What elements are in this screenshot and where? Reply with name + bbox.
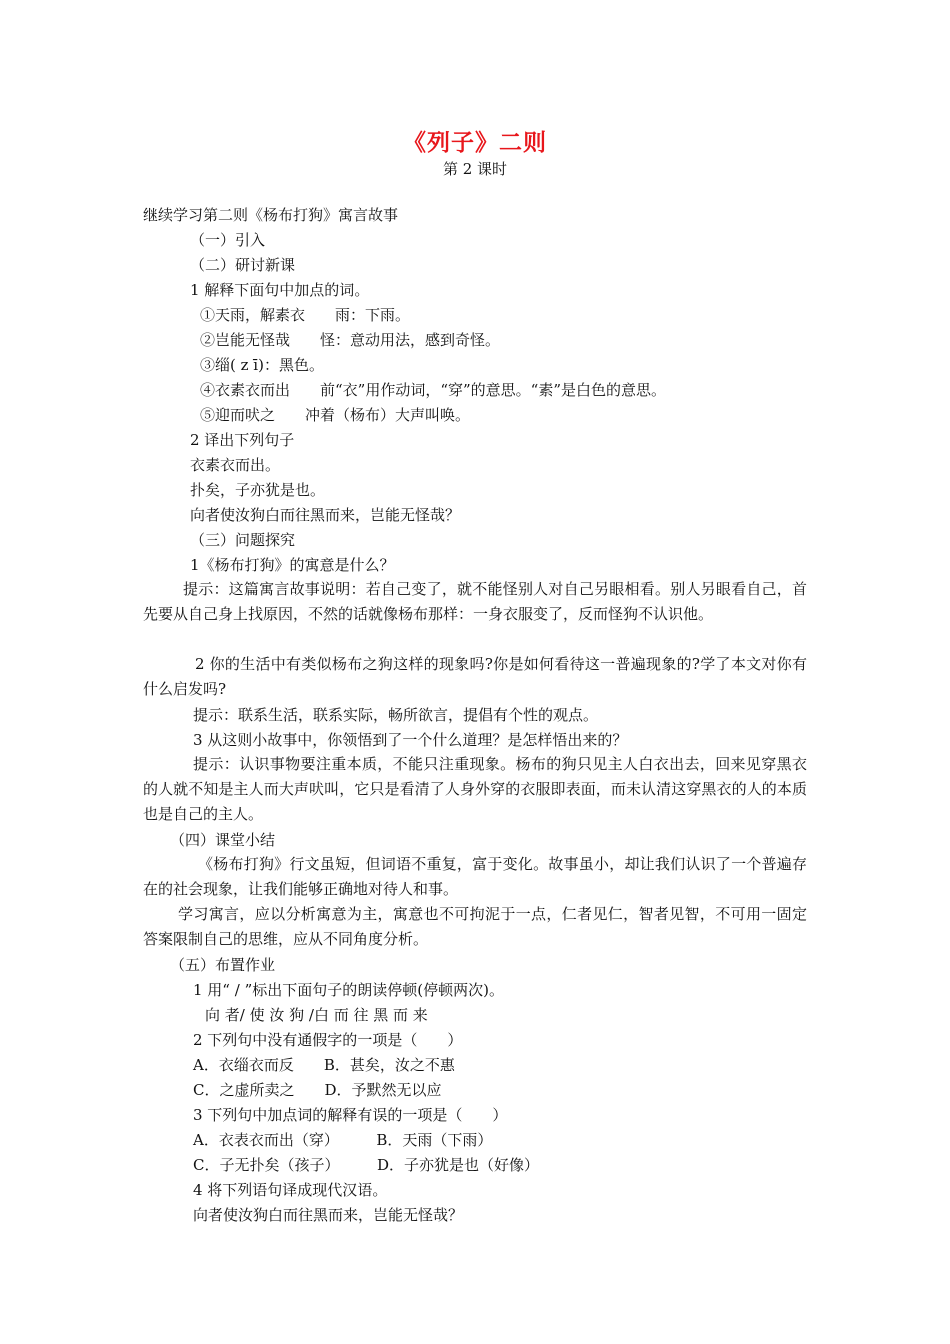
hint-paragraph: 提示：这篇寓言故事说明：若自己变了，就不能怪别人对自己另眼相看。别人另眼看自己，首先要从自己身上找原因，不然的话就像杨布那样：一身衣服变了，反而怪狗不认识他。 [143, 580, 807, 623]
hint-paragraph: 提示：认识事物要注重本质，不能只注重现象。杨布的狗只见主人白衣出去，回来见穿黑衣的人就不知是主人而大声吠叫，它只是看清了人身外穿的衣服即表面，而未认清这穿黑衣的人的本质也是自己的主人。 [143, 755, 807, 823]
summary-paragraph: 《杨布打狗》行文虽短，但词语不重复，富于变化。故事虽小，却让我们认识了一个普遍存在的社会现象，让我们能够正确地对待人和事。 [143, 855, 807, 898]
question: 2 译出下列句子 [190, 431, 295, 449]
summary-paragraph: 学习寓言，应以分析寓意为主，寓意也不可拘泥于一点，仁者见仁，智者见智，不可用一固定答案限制自己的思维，应从不同角度分析。 [143, 905, 807, 948]
homework-question: 1 用“ / ”标出下面句子的朗读停顿(停顿两次)。 [193, 981, 504, 999]
page-subtitle: 第 2 课时 [442, 160, 508, 178]
question: 1《杨布打狗》的寓意是什么？ [190, 556, 395, 574]
section-heading: （五）布置作业 [170, 956, 276, 974]
word-item: ⑤迎而吠之 冲着（杨布）大声叫唤。 [200, 406, 471, 424]
homework-option: A．衣缁衣而反 B．甚矣，汝之不惠 [193, 1056, 455, 1074]
section-heading: （一）引入 [190, 231, 266, 249]
page-title: 《列子》二则 [403, 129, 547, 156]
homework-question: 4 将下列语句译成现代汉语。 [193, 1181, 388, 1199]
homework-option: C．子无扑矣（孩子） D．子亦犹是也（好像） [193, 1156, 540, 1174]
homework-option: A．衣表衣而出（穿） B．天雨（下雨） [193, 1131, 493, 1149]
sentence-item: 向者使汝狗白而往黑而来，岂能无怪哉？ [190, 506, 461, 524]
question-paragraph: 2 你的生活中有类似杨布之狗这样的现象吗?你是如何看待这一普遍现象的?学了本文对你有什么启发吗? [143, 655, 807, 698]
sentence-item: 扑矣，子亦犹是也。 [190, 481, 326, 499]
section-heading: （三）问题探究 [190, 531, 296, 549]
homework-sentence: 向 者/ 使 汝 狗 /白 而 往 黑 而 来 [205, 1006, 428, 1024]
word-item: ③缁( z ī)：黑色。 [200, 356, 324, 374]
section-heading: （四）课堂小结 [170, 831, 276, 849]
intro-line: 继续学习第二则《杨布打狗》寓言故事 [143, 206, 399, 224]
word-item: ④衣素衣而出 前“衣”用作动词，“穿”的意思。“素”是白色的意思。 [200, 381, 667, 399]
section-heading: （二）研讨新课 [190, 256, 296, 274]
question: 3 从这则小故事中，你领悟到了一个什么道理？是怎样悟出来的？ [193, 731, 628, 749]
homework-sentence: 向者使汝狗白而往黑而来，岂能无怪哉？ [193, 1206, 464, 1224]
homework-question: 2 下列句中没有通假字的一项是（ ） [193, 1031, 463, 1049]
homework-question: 3 下列句中加点词的解释有误的一项是（ ） [193, 1106, 508, 1124]
word-item: ②岂能无怪哉 怪：意动用法，感到奇怪。 [200, 331, 501, 349]
word-item: ①天雨，解素衣 雨：下雨。 [200, 306, 411, 324]
hint-line: 提示：联系生活，联系实际，畅所欲言，提倡有个性的观点。 [193, 706, 599, 724]
sentence-item: 衣素衣而出。 [190, 456, 281, 474]
question: 1 解释下面句中加点的词。 [190, 281, 370, 299]
homework-option: C．之虚所卖之 D．予默然无以应 [193, 1081, 442, 1099]
